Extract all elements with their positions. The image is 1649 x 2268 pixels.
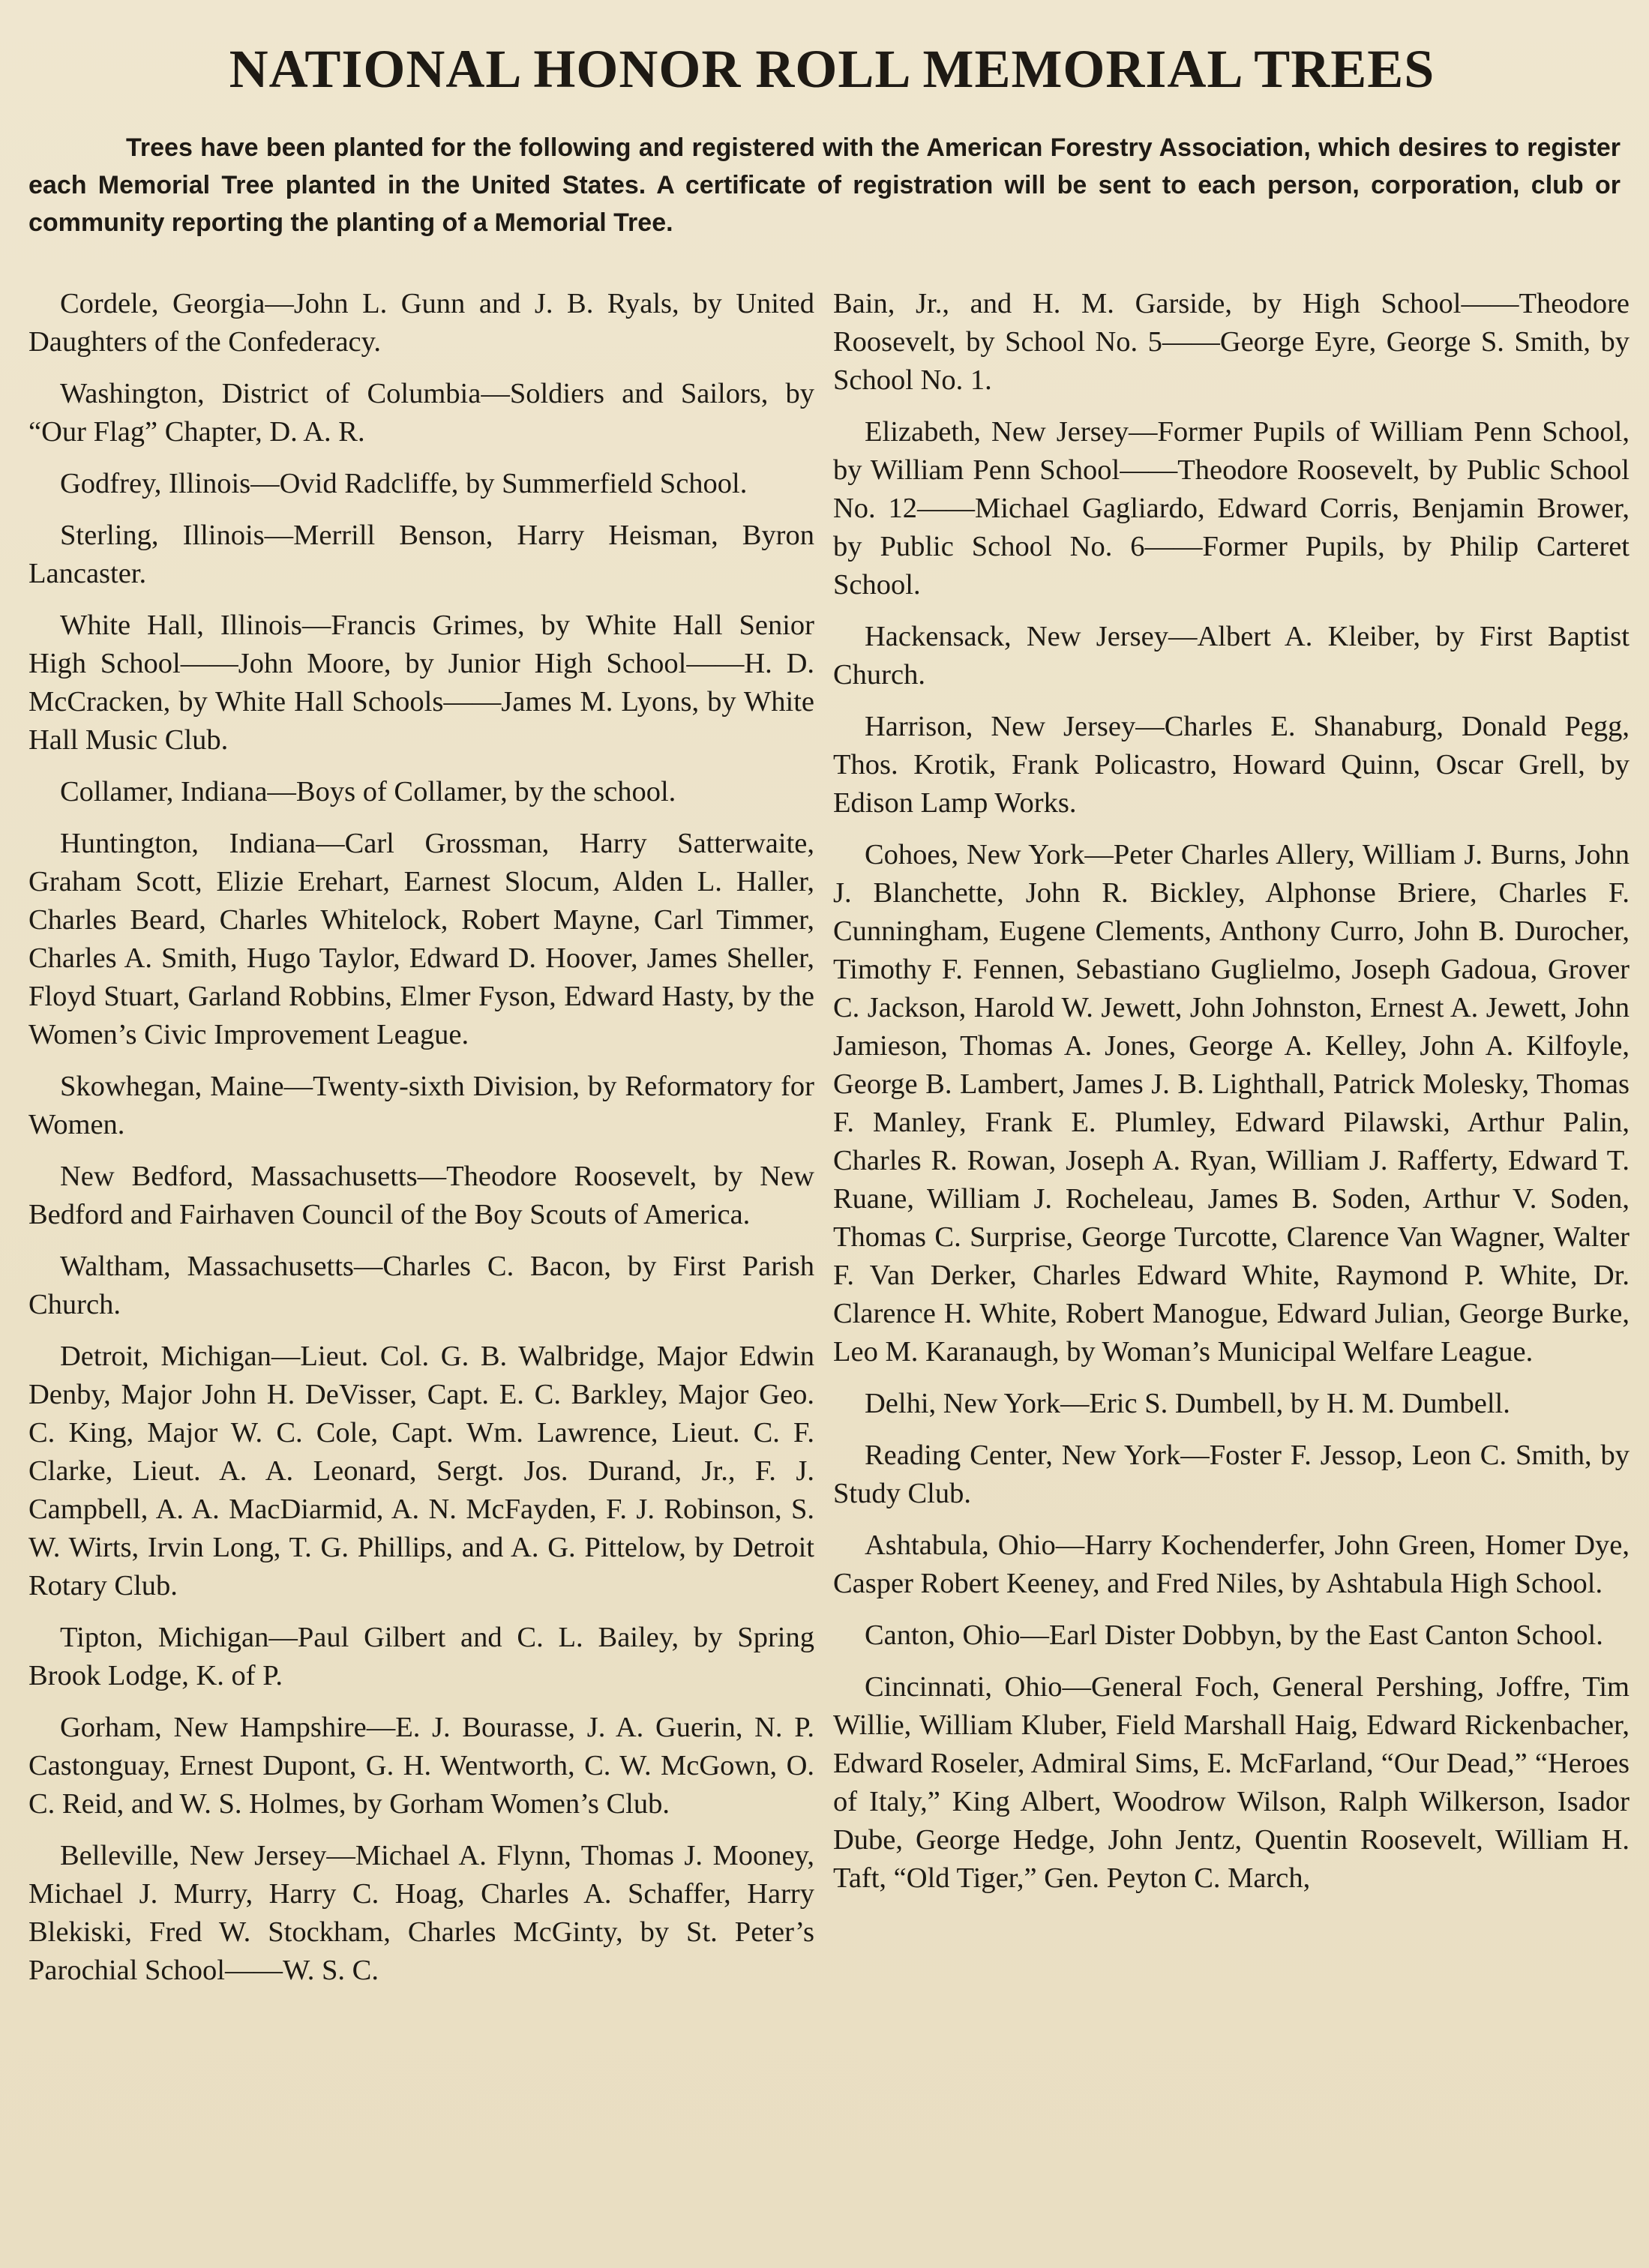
entry: Reading Center, New York—Foster F. Jessop, Leon C. Smith, by Study Club. <box>833 1440 1630 1509</box>
entry-continuation: Bain, Jr., and H. M. Garside, by High School——Theodore Roosevelt, by School No. 5——George Eyre, George S. Smith, by School No. 1. <box>833 288 1630 396</box>
entry: Cohoes, New York—Peter Charles Allery, William J. Burns, John J. Blanchette, John R. Bickley, Alphonse Briere, Charles F. Cunningham, Eugene Clements, Anthony Curro, John B. Durocher, Timothy F. Fennen, Sebastiano Guglielmo, Joseph Gadoua, Grover C. Jackson, Harold W. Jewett, John Johnston, Ernest A. Jewett, John Jamieson, Thomas A. Jones, George A. Kelley, John A. Kilfoyle, George B. Lambert, James J. B. Lighthall, Patrick Molesky, Thomas F. Manley, Frank E. Plumley, Edward Pilawski, Arthur Palin, Charles R. Rowan, Joseph A. Ryan, William J. Rafferty, Edward T. Ruane, William J. Rocheleau, James B. Soden, Arthur V. Soden, Thomas C. Surprise, George Turcotte, Clarence Van Wagner, Walter F. Van Derker, Charles Edward White, Raymond P. White, Dr. Clarence H. White, Robert Manogue, Edward Julian, George Burke, Leo M. Karanaugh, by Woman’s Municipal Welfare League. <box>833 839 1630 1368</box>
left-column <box>28 285 814 2003</box>
entry: Elizabeth, New Jersey—Former Pupils of William Penn School, by William Penn School——Theodore Roosevelt, by Public School No. 12——Michael Gagliardo, Edward Corris, Benjamin Brower, by Public School No. 6——Former Pupils, by Philip Carteret School. <box>833 416 1630 601</box>
entry: Cincinnati, Ohio—General Foch, General Pershing, Joffre, Tim Willie, William Kluber, Field Marshall Haig, Edward Rickenbacher, Edward Roseler, Admiral Sims, E. McFarland, “Our Dead,” “Heroes of Italy,” King Albert, Woodrow Wilson, Ralph Wilkerson, Isador Dube, George Hedge, John Jentz, Quentin Roosevelt, William H. Taft, “Old Tiger,” Gen. Peyton C. March, <box>833 1671 1630 1894</box>
intro-paragraph: Trees have been planted for the following and registered with the American Forestry Association, which desires to register each Memorial Tree planted in the United States. A certificate of registration will be sent to each person, corporation, club or community reporting the planting of a Memorial Tree. <box>28 133 1621 237</box>
entry: White Hall, Illinois—Francis Grimes, by White Hall Senior High School——John Moore, by Junior High School——H. D. McCracken, by White Hall Schools——James M. Lyons, by White Hall Music Club. <box>28 610 814 756</box>
entry: Tipton, Michigan—Paul Gilbert and C. L. Bailey, by Spring Brook Lodge, K. of P. <box>28 1622 814 1691</box>
entry: Cordele, Georgia—John L. Gunn and J. B. Ryals, by United Daughters of the Confederacy. <box>28 288 814 358</box>
right-column <box>833 285 1630 1911</box>
entry: Washington, District of Columbia—Soldiers and Sailors, by “Our Flag” Chapter, D. A. R. <box>28 378 814 448</box>
entry: Skowhegan, Maine—Twenty-sixth Division, by Reformatory for Women. <box>28 1071 814 1140</box>
entry: New Bedford, Massachusetts—Theodore Roosevelt, by New Bedford and Fairhaven Council of the Boy Scouts of America. <box>28 1161 814 1230</box>
entry: Belleville, New Jersey—Michael A. Flynn, Thomas J. Mooney, Michael J. Murry, Harry C. Hoag, Charles A. Schaffer, Harry Blekiski, Fred W. Stockham, Charles McGinty, by St. Peter’s Parochial School——W. S. C. <box>28 1840 814 1986</box>
entry: Canton, Ohio—Earl Dister Dobbyn, by the East Canton School. <box>865 1619 1603 1651</box>
entry: Waltham, Massachusetts—Charles C. Bacon, by First Parish Church. <box>28 1251 814 1320</box>
columns <box>28 285 1636 2003</box>
entry: Harrison, New Jersey—Charles E. Shanaburg, Donald Pegg, Thos. Krotik, Frank Policastro, Howard Quinn, Oscar Grell, by Edison Lamp Works. <box>833 711 1630 819</box>
entry: Sterling, Illinois—Merrill Benson, Harry Heisman, Byron Lancaster. <box>28 520 814 589</box>
entry: Collamer, Indiana—Boys of Collamer, by the school. <box>60 776 676 807</box>
entry: Detroit, Michigan—Lieut. Col. G. B. Walbridge, Major Edwin Denby, Major John H. DeVisser, Capt. E. C. Barkley, Major Geo. C. King, Major W. C. Cole, Capt. Wm. Lawrence, Lieut. C. F. Clarke, Lieut. A. A. Leonard, Sergt. Jos. Durand, Jr., F. J. Campbell, A. A. MacDiarmid, A. N. McFayden, F. J. Robinson, S. W. Wirts, Irvin Long, T. G. Phillips, and A. G. Pittelow, by Detroit Rotary Club. <box>28 1341 814 1601</box>
entry: Delhi, New York—Eric S. Dumbell, by H. M. Dumbell. <box>865 1388 1510 1419</box>
entry: Godfrey, Illinois—Ovid Radcliffe, by Summerfield School. <box>60 468 748 499</box>
entry: Gorham, New Hampshire—E. J. Bourasse, J. A. Guerin, N. P. Castonguay, Ernest Dupont, G. H. Wentworth, C. W. McGown, O. C. Reid, and W. S. Holmes, by Gorham Women’s Club. <box>28 1712 814 1820</box>
page-title: NATIONAL HONOR ROLL MEMORIAL TREES <box>229 39 1435 99</box>
entry: Ashtabula, Ohio—Harry Kochenderfer, John Green, Homer Dye, Casper Robert Keeney, and Fred Niles, by Ashtabula High School. <box>833 1529 1630 1599</box>
entry: Huntington, Indiana—Carl Grossman, Harry Satterwaite, Graham Scott, Elizie Erehart, Earnest Slocum, Alden L. Haller, Charles Beard, Charles Whitelock, Robert Mayne, Carl Timmer, Charles A. Smith, Hugo Taylor, Edward D. Hoover, James Sheller, Floyd Stuart, Garland Robbins, Elmer Fyson, Edward Hasty, by the Women’s Civic Improvement League. <box>28 828 814 1050</box>
entry: Hackensack, New Jersey—Albert A. Kleiber, by First Baptist Church. <box>833 621 1630 691</box>
